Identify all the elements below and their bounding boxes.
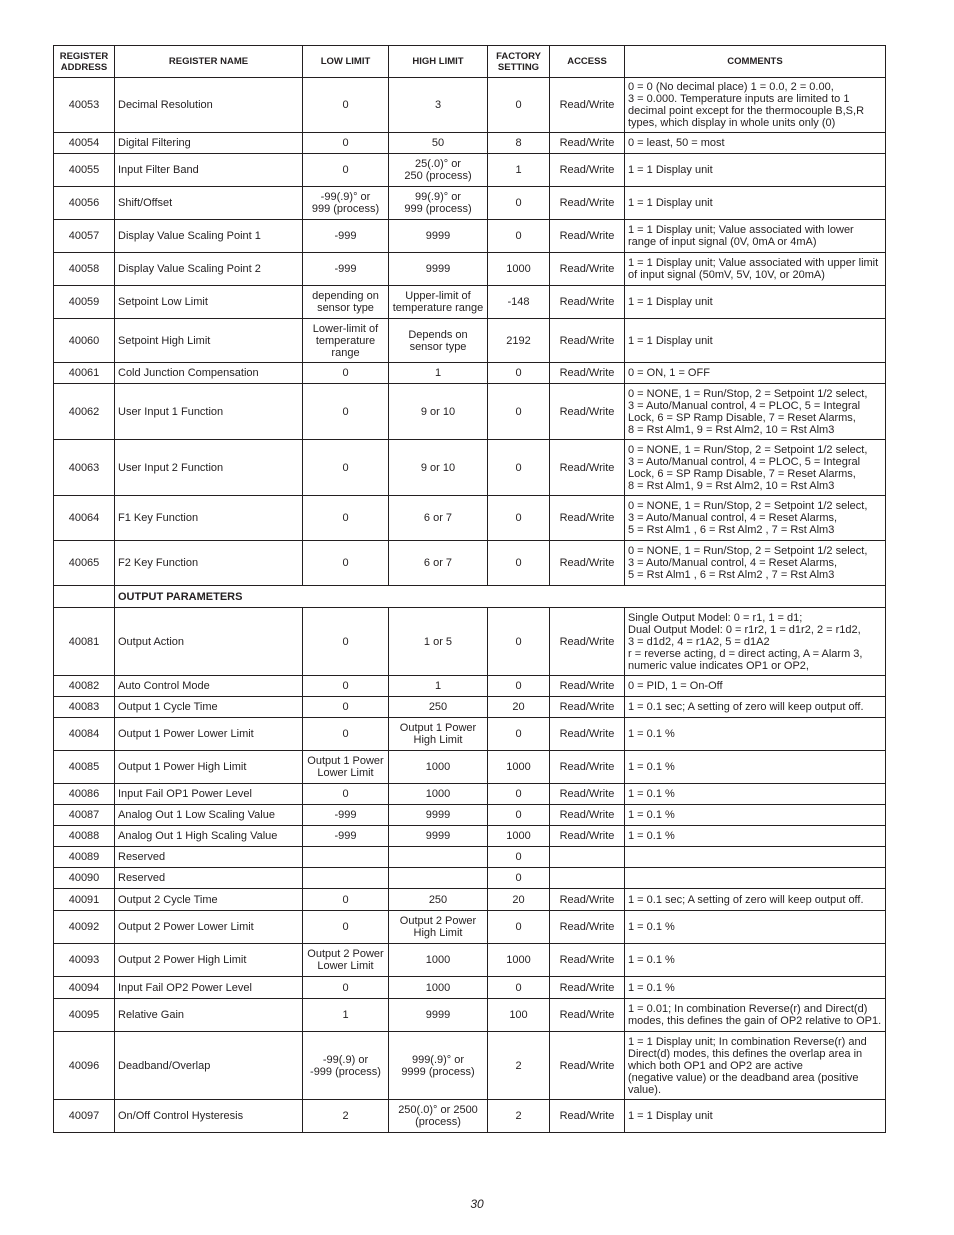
- factory-setting-cell: 0: [488, 220, 550, 253]
- factory-setting-cell: 0: [488, 608, 550, 676]
- access-cell: Read/Write: [550, 286, 625, 319]
- table-body: [54, 78, 886, 1133]
- low-limit-cell: -99(.9)° or 999 (process): [303, 187, 389, 220]
- comments-cell: [625, 847, 886, 868]
- factory-setting-cell: 0: [488, 868, 550, 889]
- high-limit-cell: 1000: [389, 751, 488, 784]
- register-address-cell: 40091: [54, 889, 115, 911]
- high-limit-cell: 1 or 5: [389, 608, 488, 676]
- register-name-cell: Output 1 Power High Limit: [115, 751, 303, 784]
- factory-setting-cell: 0: [488, 440, 550, 496]
- low-limit-cell: 0: [303, 541, 389, 586]
- low-limit-cell: Lower-limit of temperature range: [303, 319, 389, 363]
- register-address-cell: 40084: [54, 718, 115, 751]
- register-name-cell: Deadband/Overlap: [115, 1032, 303, 1100]
- high-limit-cell: 999(.9)° or 9999 (process): [389, 1032, 488, 1100]
- table-row: [54, 363, 886, 384]
- register-name-cell: F1 Key Function: [115, 496, 303, 541]
- high-limit-cell: 9999: [389, 805, 488, 826]
- header-access: ACCESS: [550, 46, 625, 78]
- high-limit-cell: 9999: [389, 999, 488, 1032]
- low-limit-cell: -999: [303, 220, 389, 253]
- header-low-limit: LOW LIMIT: [303, 46, 389, 78]
- table-row: [54, 496, 886, 541]
- comments-cell: 1 = 1 Display unit; Value associated with lower range of input signal (0V, 0mA or 4mA): [625, 220, 886, 253]
- access-cell: Read/Write: [550, 977, 625, 999]
- high-limit-cell: [389, 847, 488, 868]
- access-cell: Read/Write: [550, 187, 625, 220]
- register-name-cell: Output 1 Power Lower Limit: [115, 718, 303, 751]
- high-limit-cell: 9999: [389, 220, 488, 253]
- factory-setting-cell: 8: [488, 133, 550, 154]
- factory-setting-cell: 0: [488, 676, 550, 697]
- table-row: [54, 751, 886, 784]
- low-limit-cell: 0: [303, 384, 389, 440]
- register-name-cell: Input Filter Band: [115, 154, 303, 187]
- factory-setting-cell: 0: [488, 805, 550, 826]
- high-limit-cell: 9 or 10: [389, 440, 488, 496]
- high-limit-cell: 50: [389, 133, 488, 154]
- low-limit-cell: 0: [303, 676, 389, 697]
- register-address-cell: 40062: [54, 384, 115, 440]
- low-limit-cell: 0: [303, 889, 389, 911]
- header-high-limit: HIGH LIMIT: [389, 46, 488, 78]
- comments-cell: 0 = least, 50 = most: [625, 133, 886, 154]
- access-cell: Read/Write: [550, 133, 625, 154]
- comments-cell: 0 = ON, 1 = OFF: [625, 363, 886, 384]
- comments-cell: 1 = 0.1 %: [625, 944, 886, 977]
- low-limit-cell: 0: [303, 78, 389, 133]
- register-name-cell: Input Fail OP2 Power Level: [115, 977, 303, 999]
- access-cell: Read/Write: [550, 1100, 625, 1133]
- factory-setting-cell: 1000: [488, 253, 550, 286]
- low-limit-cell: -999: [303, 805, 389, 826]
- register-name-cell: Decimal Resolution: [115, 78, 303, 133]
- high-limit-cell: 1: [389, 363, 488, 384]
- register-address-cell: 40086: [54, 784, 115, 805]
- comments-cell: 0 = PID, 1 = On-Off: [625, 676, 886, 697]
- access-cell: Read/Write: [550, 541, 625, 586]
- factory-setting-cell: 2: [488, 1100, 550, 1133]
- table-row: [54, 608, 886, 676]
- factory-setting-cell: 0: [488, 784, 550, 805]
- low-limit-cell: -999: [303, 826, 389, 847]
- register-name-cell: Relative Gain: [115, 999, 303, 1032]
- comments-cell: 1 = 0.1 sec; A setting of zero will keep output off.: [625, 889, 886, 911]
- comments-cell: 1 = 1 Display unit: [625, 319, 886, 363]
- table-row: [54, 676, 886, 697]
- table-row: [54, 911, 886, 944]
- access-cell: Read/Write: [550, 78, 625, 133]
- register-name-cell: Setpoint Low Limit: [115, 286, 303, 319]
- access-cell: Read/Write: [550, 608, 625, 676]
- comments-cell: 1 = 1 Display unit: [625, 187, 886, 220]
- high-limit-cell: 9999: [389, 826, 488, 847]
- high-limit-cell: 99(.9)° or 999 (process): [389, 187, 488, 220]
- register-name-cell: Output Action: [115, 608, 303, 676]
- comments-cell: 1 = 1 Display unit; Value associated with upper limit of input signal (50mV, 5V, 10V, or 20mA): [625, 253, 886, 286]
- factory-setting-cell: 20: [488, 889, 550, 911]
- register-name-cell: User Input 1 Function: [115, 384, 303, 440]
- comments-cell: 0 = NONE, 1 = Run/Stop, 2 = Setpoint 1/2 select, 3 = Auto/Manual control, 4 = PLOC, 5 = Integral Lock, 6 = SP Ramp Disable, 7 = Reset Alarms, 8 = Rst Alm1, 9 = Rst Alm2, 10 = Rst Alm3: [625, 384, 886, 440]
- table-row: [54, 999, 886, 1032]
- high-limit-cell: 9 or 10: [389, 384, 488, 440]
- low-limit-cell: -99(.9) or -999 (process): [303, 1032, 389, 1100]
- low-limit-cell: 0: [303, 608, 389, 676]
- register-address-cell: 40083: [54, 697, 115, 718]
- table-row: [54, 319, 886, 363]
- register-address-cell: 40087: [54, 805, 115, 826]
- register-address-cell: 40065: [54, 541, 115, 586]
- register-address-cell: 40060: [54, 319, 115, 363]
- register-name-cell: Output 1 Cycle Time: [115, 697, 303, 718]
- comments-cell: 1 = 0.01; In combination Reverse(r) and Direct(d) modes, this defines the gain of OP2 relative to OP1.: [625, 999, 886, 1032]
- low-limit-cell: -999: [303, 253, 389, 286]
- access-cell: Read/Write: [550, 889, 625, 911]
- access-cell: Read/Write: [550, 911, 625, 944]
- high-limit-cell: 3: [389, 78, 488, 133]
- table-row: [54, 78, 886, 133]
- access-cell: Read/Write: [550, 944, 625, 977]
- table-row: [54, 847, 886, 868]
- table-row: [54, 805, 886, 826]
- comments-cell: [625, 868, 886, 889]
- high-limit-cell: 9999: [389, 253, 488, 286]
- register-name-cell: F2 Key Function: [115, 541, 303, 586]
- register-name-cell: Output 2 Cycle Time: [115, 889, 303, 911]
- register-name-cell: Output 2 Power Lower Limit: [115, 911, 303, 944]
- header-register-name: REGISTER NAME: [115, 46, 303, 78]
- high-limit-cell: 25(.0)° or 250 (process): [389, 154, 488, 187]
- access-cell: [550, 868, 625, 889]
- table-row: [54, 384, 886, 440]
- access-cell: Read/Write: [550, 319, 625, 363]
- high-limit-cell: 6 or 7: [389, 541, 488, 586]
- high-limit-cell: 250: [389, 697, 488, 718]
- high-limit-cell: Depends on sensor type: [389, 319, 488, 363]
- comments-cell: 1 = 0.1 %: [625, 751, 886, 784]
- register-name-cell: User Input 2 Function: [115, 440, 303, 496]
- factory-setting-cell: 0: [488, 718, 550, 751]
- access-cell: [550, 847, 625, 868]
- table-row: [54, 187, 886, 220]
- register-name-cell: Display Value Scaling Point 1: [115, 220, 303, 253]
- low-limit-cell: [303, 847, 389, 868]
- register-address-cell: 40096: [54, 1032, 115, 1100]
- factory-setting-cell: 0: [488, 384, 550, 440]
- high-limit-cell: Output 1 Power High Limit: [389, 718, 488, 751]
- low-limit-cell: 0: [303, 363, 389, 384]
- register-name-cell: Display Value Scaling Point 2: [115, 253, 303, 286]
- access-cell: Read/Write: [550, 826, 625, 847]
- register-address-cell: 40063: [54, 440, 115, 496]
- high-limit-cell: 250(.0)° or 2500 (process): [389, 1100, 488, 1133]
- table-row: [54, 541, 886, 586]
- register-address-cell: 40093: [54, 944, 115, 977]
- table-row: [54, 220, 886, 253]
- register-name-cell: Output 2 Power High Limit: [115, 944, 303, 977]
- register-name-cell: Setpoint High Limit: [115, 319, 303, 363]
- access-cell: Read/Write: [550, 253, 625, 286]
- register-address-cell: 40057: [54, 220, 115, 253]
- register-name-cell: Shift/Offset: [115, 187, 303, 220]
- table-row: [54, 1100, 886, 1133]
- low-limit-cell: 0: [303, 977, 389, 999]
- access-cell: Read/Write: [550, 496, 625, 541]
- register-address-cell: 40054: [54, 133, 115, 154]
- low-limit-cell: 0: [303, 784, 389, 805]
- table-row: [54, 977, 886, 999]
- factory-setting-cell: 1: [488, 154, 550, 187]
- low-limit-cell: 0: [303, 496, 389, 541]
- comments-cell: 0 = 0 (No decimal place) 1 = 0.0, 2 = 0.00, 3 = 0.000. Temperature inputs are limited to 1 decimal point except for the thermocouple B,S,R types, which display in whole units only (0): [625, 78, 886, 133]
- comments-cell: 1 = 0.1 %: [625, 826, 886, 847]
- table-row: [54, 784, 886, 805]
- high-limit-cell: Upper-limit of temperature range: [389, 286, 488, 319]
- comments-cell: 1 = 1 Display unit: [625, 1100, 886, 1133]
- access-cell: Read/Write: [550, 154, 625, 187]
- comments-cell: 1 = 0.1 %: [625, 805, 886, 826]
- access-cell: Read/Write: [550, 363, 625, 384]
- low-limit-cell: 0: [303, 697, 389, 718]
- factory-setting-cell: 0: [488, 363, 550, 384]
- register-address-cell: 40061: [54, 363, 115, 384]
- register-table: [53, 45, 886, 1133]
- comments-cell: Single Output Model: 0 = r1, 1 = d1; Dual Output Model: 0 = r1r2, 1 = d1r2, 2 = r1d2, 3 = d1d2, 4 = r1A2, 5 = d1A2 r = reverse acting, d = direct acting, A = Alarm 3, numeric value indicates OP1 or OP2,: [625, 608, 886, 676]
- factory-setting-cell: 0: [488, 541, 550, 586]
- comments-cell: 0 = NONE, 1 = Run/Stop, 2 = Setpoint 1/2 select, 3 = Auto/Manual control, 4 = PLOC, 5 = Integral Lock, 6 = SP Ramp Disable, 7 = Reset Alarms, 8 = Rst Alm1, 9 = Rst Alm2, 10 = Rst Alm3: [625, 440, 886, 496]
- low-limit-cell: Output 2 Power Lower Limit: [303, 944, 389, 977]
- access-cell: Read/Write: [550, 384, 625, 440]
- register-address-cell: 40058: [54, 253, 115, 286]
- table-row: [54, 718, 886, 751]
- factory-setting-cell: 20: [488, 697, 550, 718]
- table-row: [54, 1032, 886, 1100]
- table-row: [54, 154, 886, 187]
- low-limit-cell: 1: [303, 999, 389, 1032]
- access-cell: Read/Write: [550, 697, 625, 718]
- register-name-cell: Digital Filtering: [115, 133, 303, 154]
- low-limit-cell: [303, 868, 389, 889]
- register-address-cell: 40055: [54, 154, 115, 187]
- comments-cell: 1 = 1 Display unit; In combination Reverse(r) and Direct(d) modes, this defines the overlap area in which both OP1 and OP2 are active (negative value) or the deadband area (positive value).: [625, 1032, 886, 1100]
- register-name-cell: Reserved: [115, 868, 303, 889]
- comments-cell: 1 = 0.1 %: [625, 784, 886, 805]
- high-limit-cell: 1000: [389, 784, 488, 805]
- high-limit-cell: [389, 868, 488, 889]
- factory-setting-cell: 0: [488, 911, 550, 944]
- high-limit-cell: 250: [389, 889, 488, 911]
- factory-setting-cell: 1000: [488, 826, 550, 847]
- low-limit-cell: Output 1 Power Lower Limit: [303, 751, 389, 784]
- factory-setting-cell: 0: [488, 78, 550, 133]
- access-cell: Read/Write: [550, 784, 625, 805]
- register-address-cell: 40094: [54, 977, 115, 999]
- factory-setting-cell: 1000: [488, 751, 550, 784]
- register-name-cell: Input Fail OP1 Power Level: [115, 784, 303, 805]
- table-row: [54, 868, 886, 889]
- low-limit-cell: 0: [303, 440, 389, 496]
- factory-setting-cell: 2: [488, 1032, 550, 1100]
- register-address-cell: 40059: [54, 286, 115, 319]
- low-limit-cell: depending on sensor type: [303, 286, 389, 319]
- access-cell: Read/Write: [550, 440, 625, 496]
- factory-setting-cell: -148: [488, 286, 550, 319]
- register-address-cell: 40081: [54, 608, 115, 676]
- register-address-cell: 40092: [54, 911, 115, 944]
- table-row: [54, 253, 886, 286]
- register-address-cell: 40053: [54, 78, 115, 133]
- comments-cell: 1 = 0.1 %: [625, 718, 886, 751]
- low-limit-cell: 2: [303, 1100, 389, 1133]
- table-row: [54, 286, 886, 319]
- table-row: [54, 826, 886, 847]
- factory-setting-cell: 100: [488, 999, 550, 1032]
- register-address-cell: 40088: [54, 826, 115, 847]
- register-address-cell: 40085: [54, 751, 115, 784]
- high-limit-cell: 1: [389, 676, 488, 697]
- access-cell: Read/Write: [550, 718, 625, 751]
- low-limit-cell: 0: [303, 154, 389, 187]
- high-limit-cell: 1000: [389, 977, 488, 999]
- register-address-cell: 40064: [54, 496, 115, 541]
- section-spacer-cell: [54, 586, 115, 608]
- register-name-cell: Analog Out 1 Low Scaling Value: [115, 805, 303, 826]
- factory-setting-cell: 0: [488, 187, 550, 220]
- register-address-cell: 40089: [54, 847, 115, 868]
- comments-cell: 1 = 1 Display unit: [625, 154, 886, 187]
- factory-setting-cell: 2192: [488, 319, 550, 363]
- header-comments: COMMENTS: [625, 46, 886, 78]
- header-factory-setting: FACTORY SETTING: [488, 46, 550, 78]
- comments-cell: 1 = 0.1 sec; A setting of zero will keep output off.: [625, 697, 886, 718]
- access-cell: Read/Write: [550, 220, 625, 253]
- section-row: [54, 586, 886, 608]
- header-register-address: REGISTER ADDRESS: [54, 46, 115, 78]
- comments-cell: 0 = NONE, 1 = Run/Stop, 2 = Setpoint 1/2 select, 3 = Auto/Manual control, 4 = Reset Alarms, 5 = Rst Alm1 , 6 = Rst Alm2 , 7 = Rst Alm3: [625, 541, 886, 586]
- register-address-cell: 40097: [54, 1100, 115, 1133]
- register-name-cell: Reserved: [115, 847, 303, 868]
- table-row: [54, 889, 886, 911]
- register-name-cell: Auto Control Mode: [115, 676, 303, 697]
- register-address-cell: 40090: [54, 868, 115, 889]
- factory-setting-cell: 1000: [488, 944, 550, 977]
- access-cell: Read/Write: [550, 999, 625, 1032]
- low-limit-cell: 0: [303, 911, 389, 944]
- table-row: [54, 133, 886, 154]
- factory-setting-cell: 0: [488, 977, 550, 999]
- table-row: [54, 697, 886, 718]
- comments-cell: 1 = 0.1 %: [625, 977, 886, 999]
- table-header-row: [54, 46, 886, 78]
- table-row: [54, 944, 886, 977]
- page-number: 30: [470, 1197, 484, 1211]
- section-heading: OUTPUT PARAMETERS: [115, 586, 886, 608]
- factory-setting-cell: 0: [488, 847, 550, 868]
- register-address-cell: 40082: [54, 676, 115, 697]
- register-address-cell: 40056: [54, 187, 115, 220]
- comments-cell: 1 = 1 Display unit: [625, 286, 886, 319]
- factory-setting-cell: 0: [488, 496, 550, 541]
- table-row: [54, 440, 886, 496]
- access-cell: Read/Write: [550, 805, 625, 826]
- high-limit-cell: 1000: [389, 944, 488, 977]
- low-limit-cell: 0: [303, 718, 389, 751]
- register-name-cell: Cold Junction Compensation: [115, 363, 303, 384]
- register-name-cell: On/Off Control Hysteresis: [115, 1100, 303, 1133]
- register-address-cell: 40095: [54, 999, 115, 1032]
- low-limit-cell: 0: [303, 133, 389, 154]
- comments-cell: 0 = NONE, 1 = Run/Stop, 2 = Setpoint 1/2 select, 3 = Auto/Manual control, 4 = Reset Alarms, 5 = Rst Alm1 , 6 = Rst Alm2 , 7 = Rst Alm3: [625, 496, 886, 541]
- access-cell: Read/Write: [550, 1032, 625, 1100]
- high-limit-cell: Output 2 Power High Limit: [389, 911, 488, 944]
- access-cell: Read/Write: [550, 676, 625, 697]
- high-limit-cell: 6 or 7: [389, 496, 488, 541]
- comments-cell: 1 = 0.1 %: [625, 911, 886, 944]
- access-cell: Read/Write: [550, 751, 625, 784]
- register-name-cell: Analog Out 1 High Scaling Value: [115, 826, 303, 847]
